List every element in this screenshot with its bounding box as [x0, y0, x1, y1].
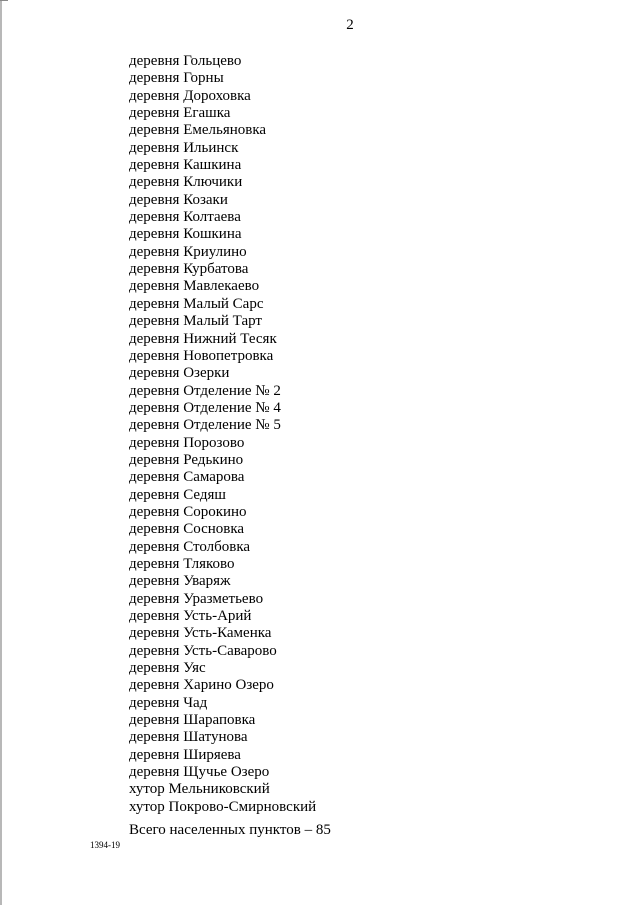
- locality-item: деревня Отделение № 5: [129, 417, 281, 434]
- locality-item: деревня Егашка: [129, 105, 231, 122]
- locality-item: деревня Колтаева: [129, 209, 241, 226]
- locality-item: деревня Щучье Озеро: [129, 764, 270, 781]
- document-code: 1394-19: [90, 840, 120, 850]
- locality-item: деревня Емельяновка: [129, 122, 267, 139]
- locality-item: деревня Козаки: [129, 191, 228, 208]
- locality-item: деревня Озерки: [129, 365, 230, 382]
- locality-item: деревня Нижний Тесяк: [129, 330, 277, 347]
- locality-item: деревня Усть-Саварово: [129, 642, 277, 659]
- locality-item: деревня Гольцево: [129, 53, 242, 69]
- locality-item: деревня Новопетровка: [129, 347, 274, 364]
- page-number: 2: [346, 17, 354, 33]
- locality-list: [129, 53, 316, 816]
- locality-item: деревня Ильинск: [129, 139, 239, 156]
- locality-item: деревня Шатунова: [129, 729, 248, 746]
- locality-item: деревня Курбатова: [129, 261, 249, 278]
- locality-item: деревня Усть-Арий: [129, 608, 252, 624]
- locality-item: деревня Ключики: [129, 174, 243, 191]
- locality-item: деревня Дороховка: [129, 87, 251, 104]
- locality-item: деревня Криулино: [129, 243, 247, 260]
- locality-item: деревня Малый Тарт: [129, 313, 262, 330]
- locality-item: деревня Сосновка: [129, 521, 245, 538]
- total-localities: Всего населенных пунктов – 85: [129, 822, 331, 838]
- locality-item: хутор Покрово-Смирновский: [129, 798, 317, 815]
- locality-item: деревня Харино Озеро: [129, 677, 274, 694]
- locality-item: деревня Малый Сарс: [129, 295, 264, 312]
- locality-item: деревня Сорокино: [129, 503, 247, 520]
- locality-item: деревня Горны: [129, 70, 224, 87]
- locality-item: деревня Мавлекаево: [129, 278, 260, 295]
- page-corner-mark: [0, 0, 8, 1]
- locality-item: деревня Ширяева: [129, 746, 241, 763]
- locality-item: деревня Редькино: [129, 451, 244, 468]
- locality-item: деревня Шараповка: [129, 712, 256, 729]
- locality-item: деревня Тляково: [129, 555, 235, 572]
- locality-item: деревня Порозово: [129, 434, 245, 451]
- locality-item: деревня Седяш: [129, 486, 226, 503]
- locality-item: деревня Уразметьево: [129, 590, 264, 607]
- locality-item: деревня Усть-Каменка: [129, 625, 272, 642]
- locality-item: деревня Самарова: [129, 469, 245, 486]
- locality-item: деревня Столбовка: [129, 538, 251, 555]
- locality-item: деревня Кошкина: [129, 226, 242, 243]
- locality-item: хутор Мельниковский: [129, 781, 270, 798]
- locality-item: деревня Кашкина: [129, 157, 242, 174]
- locality-item: деревня Уяс: [129, 660, 206, 677]
- page-left-edge: [0, 0, 2, 905]
- locality-item: деревня Уваряж: [129, 573, 231, 590]
- locality-item: деревня Отделение № 2: [129, 382, 281, 399]
- locality-item: деревня Чад: [129, 694, 208, 711]
- locality-item: деревня Отделение № 4: [129, 399, 281, 416]
